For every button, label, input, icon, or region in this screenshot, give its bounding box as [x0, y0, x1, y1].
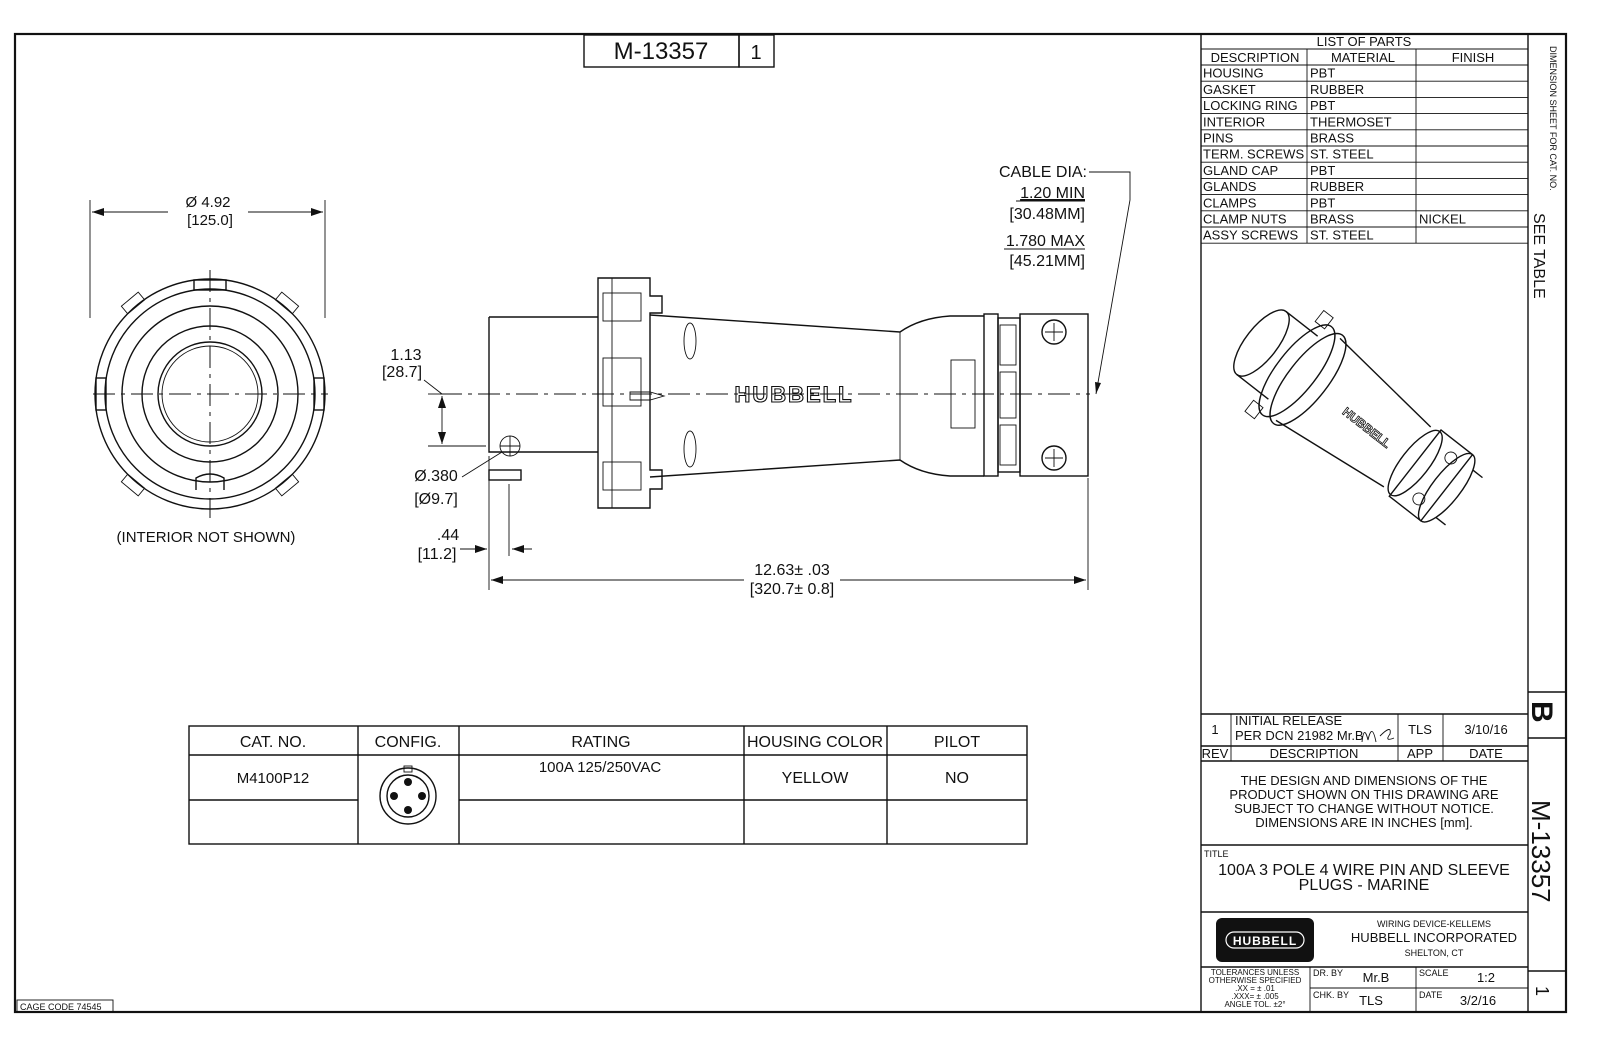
cable-min-mm: [30.48MM]	[1009, 206, 1085, 223]
pin-dia-mm: [Ø9.7]	[414, 491, 458, 508]
rev-number: 1	[1211, 722, 1219, 737]
catalog-header-rating: RATING	[571, 734, 631, 751]
parts-cell-material: THERMOSET	[1310, 114, 1392, 130]
title-block	[1201, 849, 1528, 912]
iso-brand: HUBBELL	[1339, 404, 1394, 451]
length-in: 12.63± .03	[754, 562, 830, 579]
strip-rev-letter: B	[1525, 701, 1558, 723]
cable-min-in: 1.20 MIN	[1020, 185, 1085, 202]
company-block	[1201, 918, 1528, 967]
parts-cell-description: GASKET	[1203, 81, 1256, 97]
offset-mm: [28.7]	[381, 364, 423, 381]
tol-line-2: OTHERWISE SPECIFIED	[1208, 976, 1302, 985]
tol-line-5: ANGLE TOL. ±2°	[1224, 1000, 1286, 1009]
parts-cell-material: RUBBER	[1310, 81, 1365, 97]
pin-config-icon	[380, 766, 436, 824]
parts-header-finish: FINISH	[1451, 50, 1495, 65]
logo-text: HUBBELL	[1232, 934, 1298, 948]
parts-cell-description: LOCKING RING	[1203, 98, 1298, 114]
rev-desc-line2: PER DCN 21982 Mr.B	[1235, 728, 1364, 743]
dr-by-value: Mr.B	[1362, 970, 1390, 985]
parts-cell-material: PBT	[1310, 65, 1336, 81]
catalog-header-cat-no: CAT. NO.	[239, 734, 307, 751]
header-drawing-number: M-13357	[613, 38, 709, 65]
rev-header-app: APP	[1406, 746, 1434, 761]
parts-cell-material: RUBBER	[1310, 179, 1365, 195]
parts-cell-description: GLANDS	[1203, 179, 1257, 195]
catalog-header-housing-color: HOUSING COLOR	[746, 734, 884, 751]
notice-line-4: DIMENSIONS ARE IN INCHES [mm].	[1255, 815, 1473, 830]
pin-len-in: .44	[436, 527, 460, 544]
catalog-housing-color: YELLOW	[781, 770, 849, 787]
front-diameter-in: Ø 4.92	[185, 194, 231, 211]
parts-cell-material: ST. STEEL	[1310, 227, 1374, 243]
title-line-1: 100A 3 POLE 4 WIRE PIN AND SLEEVE	[1218, 862, 1510, 879]
pin-dia-in: Ø.380	[414, 468, 458, 485]
scale-label: SCALE	[1419, 968, 1449, 978]
front-view	[90, 194, 328, 546]
parts-cell-description: HOUSING	[1203, 65, 1264, 81]
company-city: SHELTON, CT	[1404, 948, 1464, 958]
revision-block	[1201, 713, 1528, 761]
side-strip	[1525, 46, 1566, 996]
rev-app: TLS	[1408, 722, 1432, 737]
title-label: TITLE	[1204, 849, 1229, 859]
front-diameter-mm: [125.0]	[187, 212, 233, 229]
parts-cell-description: TERM. SCREWS	[1203, 146, 1305, 162]
offset-in: 1.13	[390, 347, 422, 364]
parts-cell-material: BRASS	[1310, 211, 1355, 227]
rev-date: 3/10/16	[1464, 722, 1508, 737]
parts-cell-description: INTERIOR	[1203, 114, 1266, 130]
tol-line-1: TOLERANCES UNLESS	[1210, 968, 1300, 977]
side-view	[382, 164, 1130, 598]
parts-cell-description: GLAND CAP	[1203, 162, 1279, 178]
strip-drawing-number: M-13357	[1526, 800, 1556, 903]
date-label: DATE	[1419, 990, 1443, 1000]
cable-max-in: 1.780 MAX	[1005, 233, 1085, 250]
header-sheet-number: 1	[750, 42, 762, 64]
notice	[1201, 773, 1528, 845]
catalog-header-pilot: PILOT	[933, 734, 981, 751]
catalog-rating: 100A 125/250VAC	[538, 759, 662, 776]
rev-desc-line1: INITIAL RELEASE	[1235, 713, 1343, 728]
title-line-2: PLUGS - MARINE	[1298, 877, 1430, 894]
catalog-cat-no: M4100P12	[236, 770, 310, 787]
catalog-header-config: CONFIG.	[374, 734, 442, 751]
cable-max-mm: [45.21MM]	[1009, 253, 1085, 270]
tol-line-3: .XX = ± .01	[1235, 984, 1275, 993]
pin-len-mm: [11.2]	[417, 546, 457, 563]
parts-cell-material: ST. STEEL	[1310, 146, 1374, 162]
parts-header-material: MATERIAL	[1330, 50, 1396, 65]
catalog-pilot: NO	[945, 770, 969, 787]
company-division: WIRING DEVICE-KELLEMS	[1376, 919, 1492, 929]
isometric-view	[1209, 283, 1503, 552]
date-value: 3/2/16	[1459, 993, 1497, 1008]
parts-cell-description: CLAMP NUTS	[1203, 211, 1287, 227]
strip-sheet-number: 1	[1532, 986, 1552, 997]
header-number-box	[584, 35, 774, 67]
interior-note: (INTERIOR NOT SHOWN)	[116, 529, 296, 546]
strip-dimension-sheet: DIMENSION SHEET FOR CAT. NO.	[1548, 46, 1558, 191]
chk-by-value: TLS	[1359, 993, 1383, 1008]
parts-cell-description: PINS	[1203, 130, 1234, 146]
rev-header-date: DATE	[1469, 746, 1503, 761]
cage-code: CAGE CODE 74545	[20, 1002, 102, 1012]
rev-header-rev: REV	[1201, 746, 1229, 761]
parts-cell-description: ASSY SCREWS	[1203, 227, 1299, 243]
parts-list	[1201, 34, 1528, 243]
parts-header-description: DESCRIPTION	[1210, 50, 1300, 65]
notice-line-2: PRODUCT SHOWN ON THIS DRAWING ARE	[1229, 787, 1499, 802]
strip-see-table: SEE TABLE	[1530, 213, 1547, 299]
rev-signature	[1362, 729, 1394, 742]
side-brand-lettering: HUBBELL	[734, 382, 854, 407]
parts-cell-material: BRASS	[1310, 130, 1355, 146]
rev-header-description: DESCRIPTION	[1269, 746, 1359, 761]
company-name: HUBBELL INCORPORATED	[1350, 930, 1518, 945]
parts-cell-material: PBT	[1310, 162, 1336, 178]
parts-title: LIST OF PARTS	[1316, 34, 1412, 49]
parts-cell-description: CLAMPS	[1203, 195, 1257, 211]
chk-by-label: CHK. BY	[1313, 990, 1350, 1000]
length-mm: [320.7± 0.8]	[749, 581, 835, 598]
notice-line-1: THE DESIGN AND DIMENSIONS OF THE	[1240, 773, 1488, 788]
parts-cell-material: PBT	[1310, 98, 1336, 114]
cable-dia-label: CABLE DIA:	[998, 164, 1087, 181]
parts-cell-finish: NICKEL	[1419, 211, 1466, 227]
signoff-block	[1209, 967, 1528, 1012]
scale-value: 1:2	[1476, 970, 1496, 985]
notice-line-3: SUBJECT TO CHANGE WITHOUT NOTICE.	[1234, 801, 1494, 816]
parts-cell-material: PBT	[1310, 195, 1336, 211]
dr-by-label: DR. BY	[1313, 968, 1344, 978]
catalog-table	[189, 726, 1027, 844]
tol-line-4: .XXX= ± .005	[1231, 992, 1279, 1001]
